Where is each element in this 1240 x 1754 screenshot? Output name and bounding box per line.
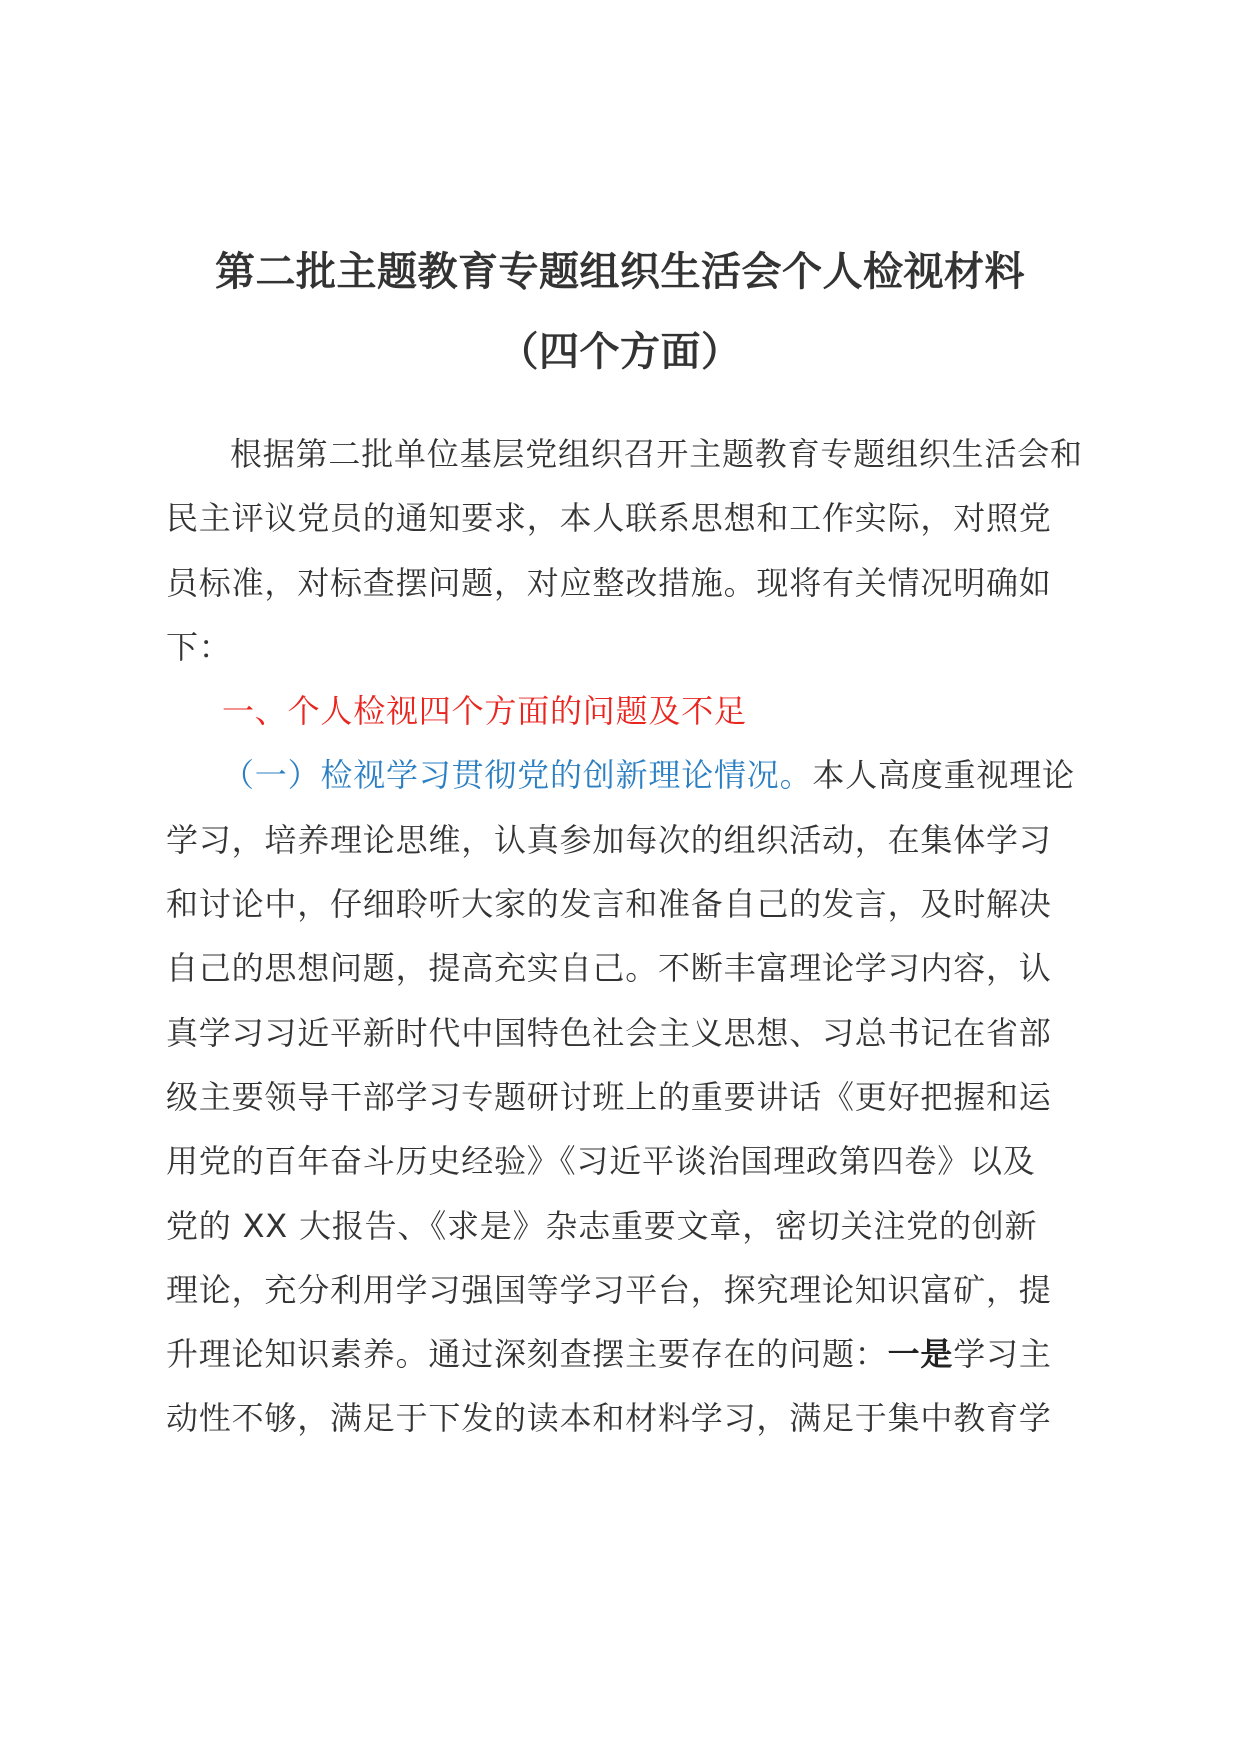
intro-line: 民主评议党员的通知要求，本人联系思想和工作实际，对照党 xyxy=(166,499,1052,538)
body-line: 党的 XX 大报告、《求是》杂志重要文章，密切关注党的创新 xyxy=(166,1206,1038,1245)
body-text: 学习主 xyxy=(953,1335,1052,1374)
intro-line: 下： xyxy=(166,627,232,666)
body-line: 真学习习近平新时代中国特色社会主义思想、习总书记在省部 xyxy=(166,1013,1052,1052)
document-subtitle: （四个方面） xyxy=(498,329,742,375)
subsection-first-line xyxy=(166,743,1086,807)
body-line: 学习，培养理论思维，认真参加每次的组织活动，在集体学习 xyxy=(166,820,1052,859)
intro-line: 根据第二批单位基层党组织召开主题教育专题组织生活会和 xyxy=(230,435,1083,473)
subsection-text: 本人高度重视理论 xyxy=(812,756,1075,795)
document-title: 第二批主题教育专题组织生活会个人检视材料 xyxy=(215,249,1025,295)
intro-paragraph xyxy=(166,422,1086,679)
intro-line: 员标准，对标查摆问题，对应整改措施。现将有关情况明确如 xyxy=(166,563,1052,602)
section-heading: 一、个人检视四个方面的问题及不足 xyxy=(222,692,747,731)
body-line: 动性不够，满足于下发的读本和材料学习，满足于集中教育学 xyxy=(166,1399,1052,1438)
body-text: 升理论知识素养。通过深刻查摆主要存在的问题： xyxy=(166,1335,888,1374)
body-line: 用党的百年奋斗历史经验》《习近平谈治国理政第四卷》以及 xyxy=(166,1142,1036,1181)
body-line: 和讨论中，仔细聆听大家的发言和准备自己的发言，及时解决 xyxy=(166,885,1052,924)
body-line: 自己的思想问题，提高充实自己。不断丰富理论学习内容，认 xyxy=(166,949,1052,988)
document-body xyxy=(166,422,1086,1451)
body-line: 级主要领导干部学习专题研讨班上的重要讲话《更好把握和运 xyxy=(166,1077,1052,1116)
body-line xyxy=(166,1322,1086,1386)
subsection-heading: （一）检视学习贯彻党的创新理论情况。 xyxy=(222,756,813,795)
body-line: 理论，充分利用学习强国等学习平台，探究理论知识富矿，提 xyxy=(166,1270,1052,1309)
emphasis-text: 一是 xyxy=(887,1335,954,1374)
subsection-paragraph xyxy=(166,743,1086,1450)
